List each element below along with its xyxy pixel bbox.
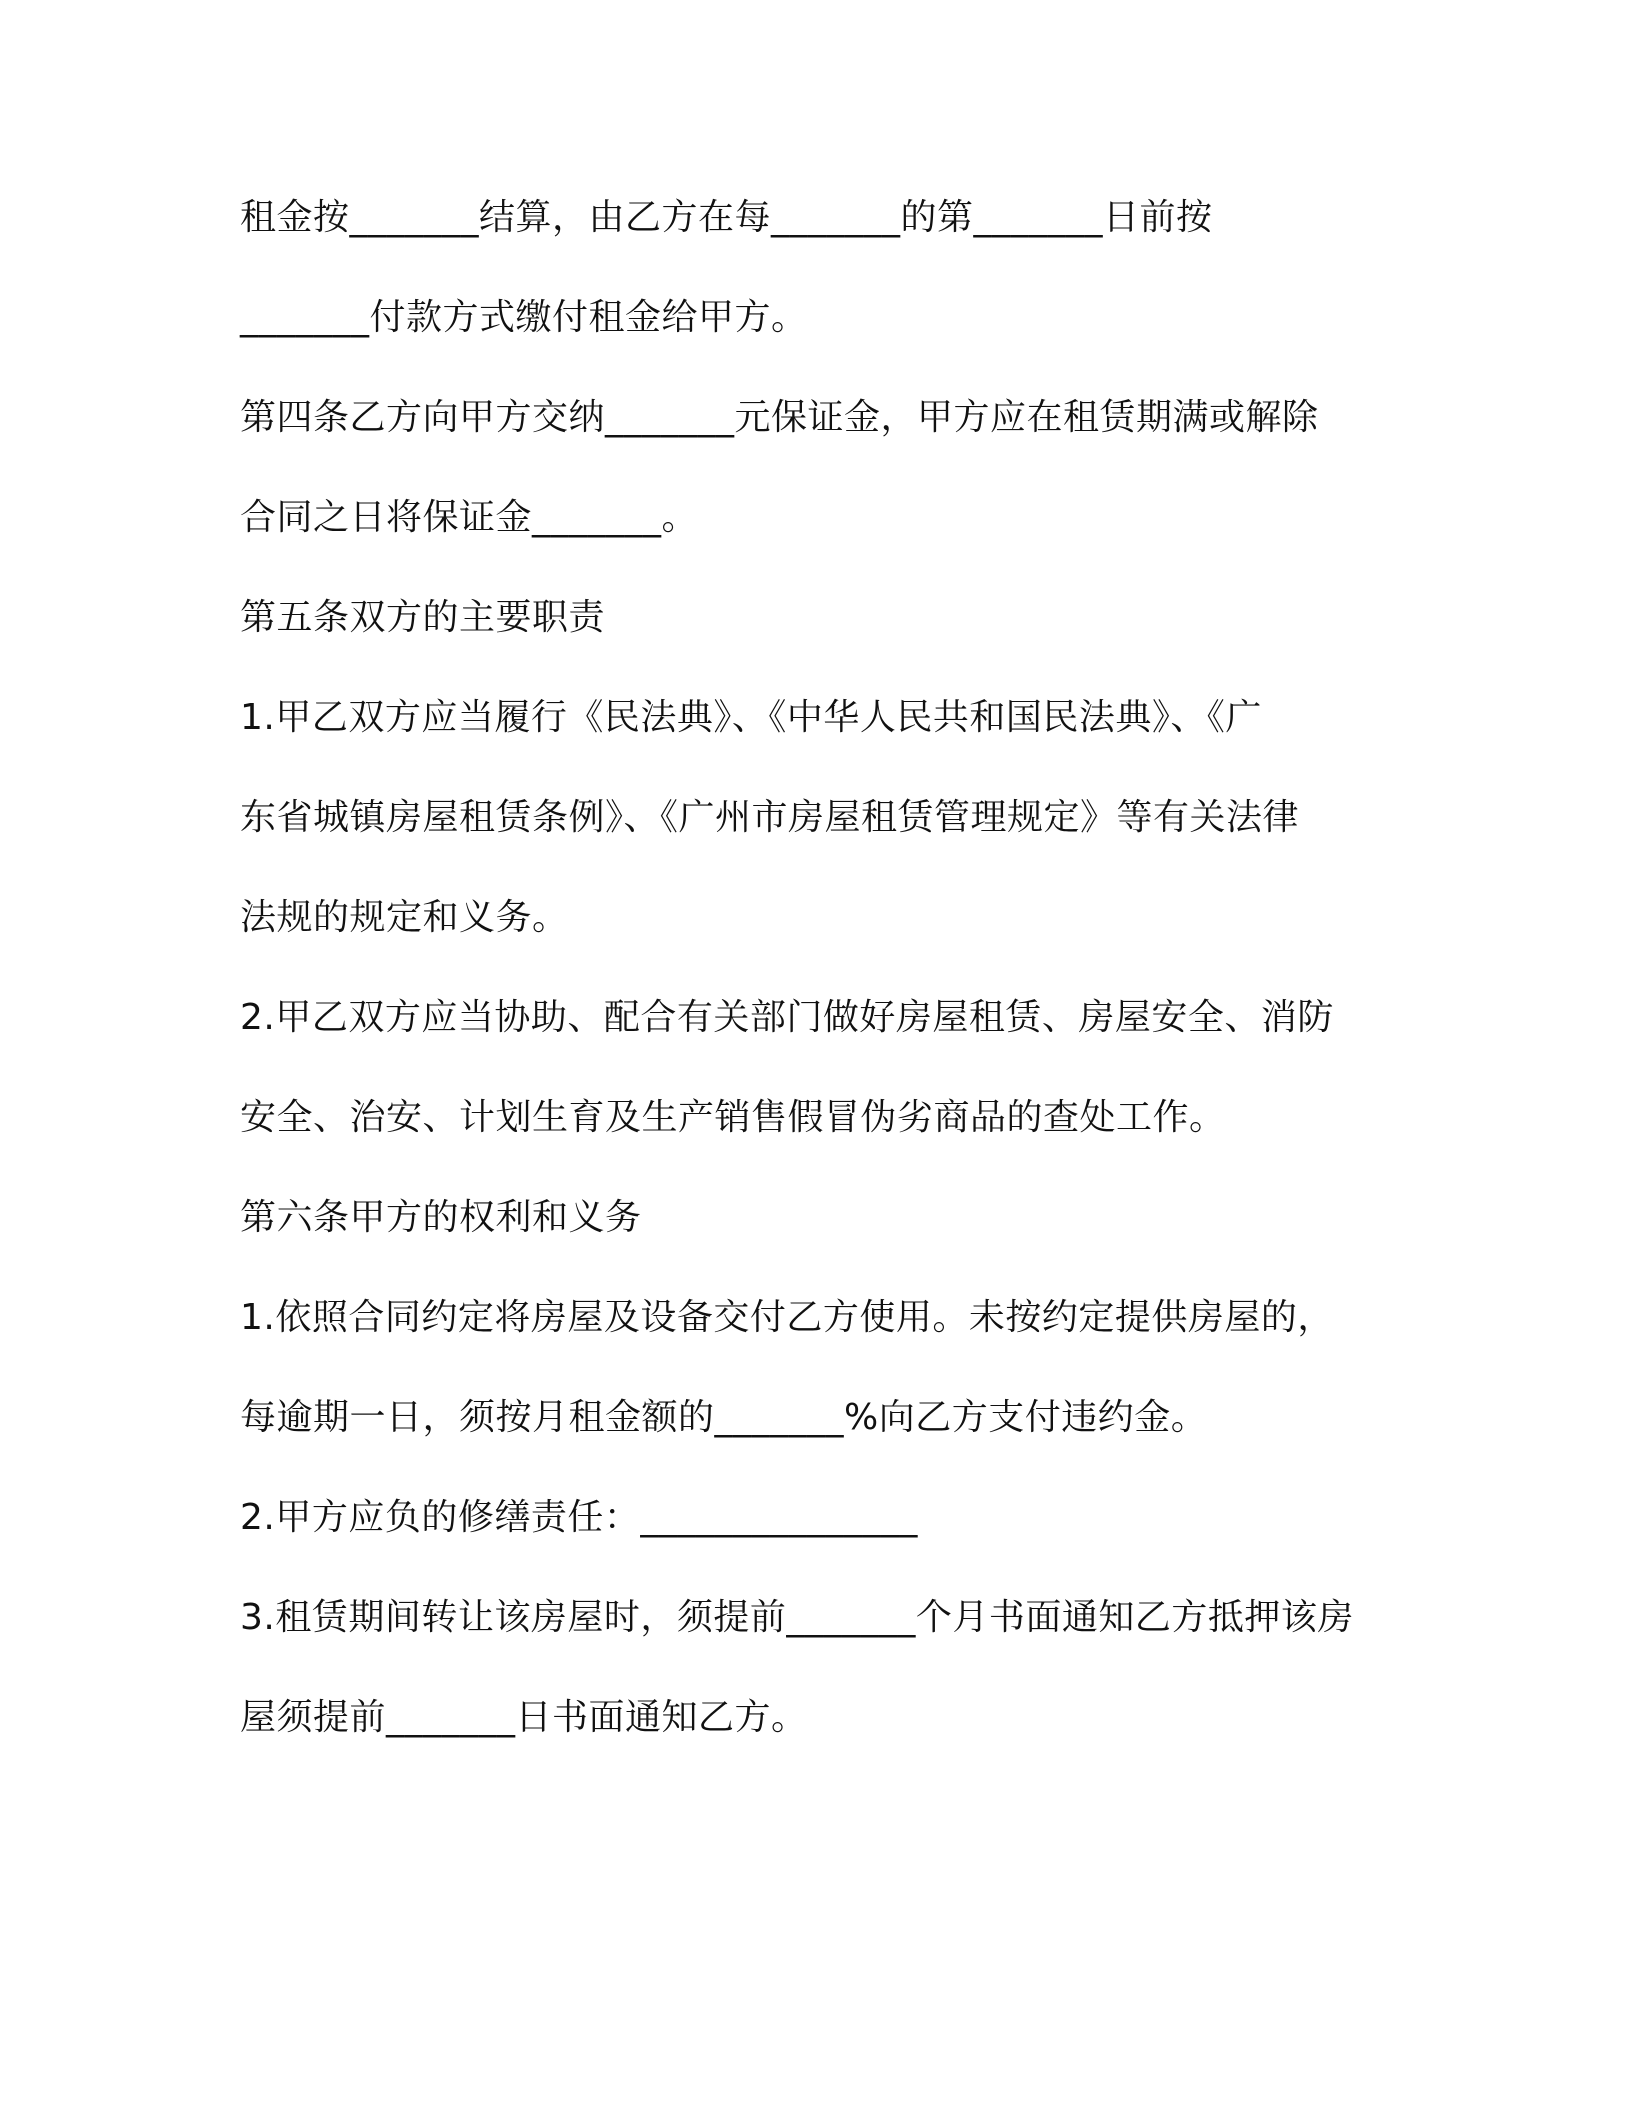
text-line-article-5-item-1a: 1.甲乙双方应当履行《民法典》、《中华人民共和国民法典》、《广 bbox=[240, 697, 1262, 738]
text-line-article-5-item-2a: 2.甲乙双方应当协助、配合有关部门做好房屋租赁、房屋安全、消防 bbox=[240, 997, 1334, 1038]
text-line-article-6-item-1b: 每逾期一日，须按月租金额的_______%向乙方支付违约金。 bbox=[240, 1397, 1208, 1438]
text-line-article-6-item-3b: 屋须提前_______日书面通知乙方。 bbox=[240, 1697, 808, 1738]
text-line-article-5-heading: 第五条双方的主要职责 bbox=[240, 597, 606, 638]
text-line-rent-settlement: 租金按_______结算，由乙方在每_______的第_______日前按 bbox=[240, 197, 1213, 238]
text-line-article-6-heading: 第六条甲方的权利和义务 bbox=[240, 1197, 642, 1238]
text-line-article-5-item-1b: 东省城镇房屋租赁条例》、《广州市房屋租赁管理规定》等有关法律 bbox=[240, 797, 1300, 838]
text-line-article-6-item-1a: 1.依照合同约定将房屋及设备交付乙方使用。未按约定提供房屋的， bbox=[240, 1297, 1334, 1338]
text-line-article-6-item-3a: 3.租赁期间转让该房屋时，须提前_______个月书面通知乙方抵押该房 bbox=[240, 1597, 1354, 1638]
text-line-deposit-return: 合同之日将保证金_______。 bbox=[240, 497, 699, 538]
text-line-article-5-item-1c: 法规的规定和义务。 bbox=[240, 897, 569, 938]
text-line-payment-method: _______付款方式缴付租金给甲方。 bbox=[240, 297, 808, 338]
text-line-article-6-item-2: 2.甲方应负的修缮责任：_______________ bbox=[240, 1497, 918, 1538]
text-line-article-4: 第四条乙方向甲方交纳_______元保证金，甲方应在租赁期满或解除 bbox=[240, 397, 1319, 438]
text-line-article-5-item-2b: 安全、治安、计划生育及生产销售假冒伪劣商品的查处工作。 bbox=[240, 1097, 1226, 1138]
